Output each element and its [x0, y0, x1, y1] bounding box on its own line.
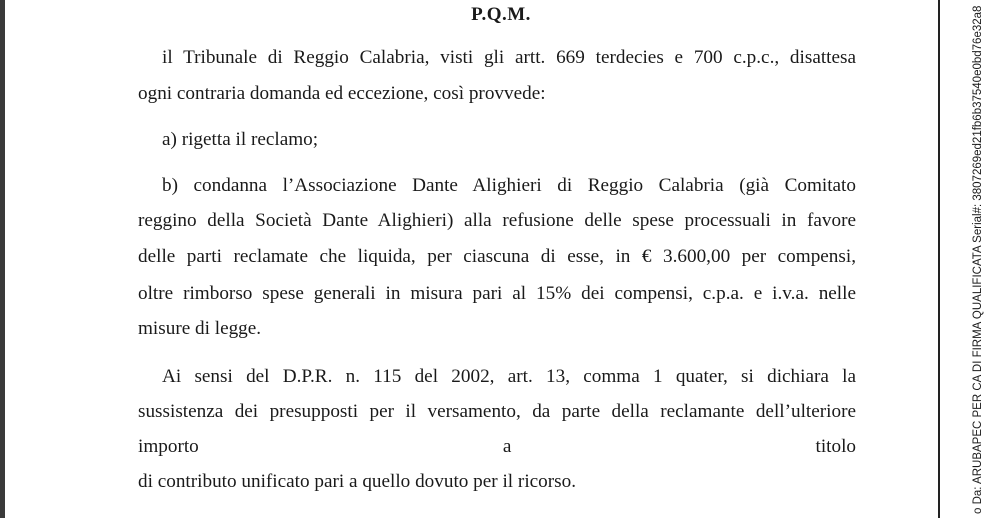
- word-a: a: [502, 436, 512, 457]
- paragraph-1-line-2: ogni contraria domanda ed eccezione, così provvede:: [138, 83, 546, 104]
- item-a-text: a) rigetta il reclamo;: [162, 129, 319, 150]
- word-titolo: titolo: [815, 436, 856, 457]
- paragraph-3-line-3: [138, 436, 856, 458]
- item-b-line-2: reggino della Società Dante Alighieri) alla refusione delle spese processuali in favore: [138, 210, 856, 231]
- word-importo: importo: [138, 436, 199, 457]
- paragraph-3-line-2: sussistenza dei presupposti per il versamento, da parte della reclamante dell’ulteriore: [138, 401, 856, 422]
- digital-signature-text: o Da: ARUBAPEC PER CA DI FIRMA QUALIFICATA Serial#: 3807269ed21fb6b37540e0bd76e32a8: [972, 5, 984, 514]
- item-b-line-1: b) condanna l’Associazione Dante Alighieri di Reggio Calabria (già Comitato: [162, 175, 856, 196]
- document-heading: P.Q.M.: [471, 4, 531, 25]
- item-b-line-5: misure di legge.: [138, 318, 262, 339]
- paragraph-3-line-1: Ai sensi del D.P.R. n. 115 del 2002, art. 13, comma 1 quater, si dichiara la: [162, 366, 856, 387]
- item-b-line-4: oltre rimborso spese generali in misura pari al 15% dei compensi, c.p.a. e i.v.a. nelle: [138, 283, 856, 304]
- item-b-line-3: delle parti reclamate che liquida, per ciascuna di esse, in € 3.600,00 per compensi,: [138, 246, 856, 267]
- paragraph-1-line-1: il Tribunale di Reggio Calabria, visti gli artt. 669 terdecies e 700 c.p.c., disattesa: [162, 47, 856, 68]
- paragraph-3-line-4: di contributo unificato pari a quello dovuto per il ricorso.: [138, 471, 577, 492]
